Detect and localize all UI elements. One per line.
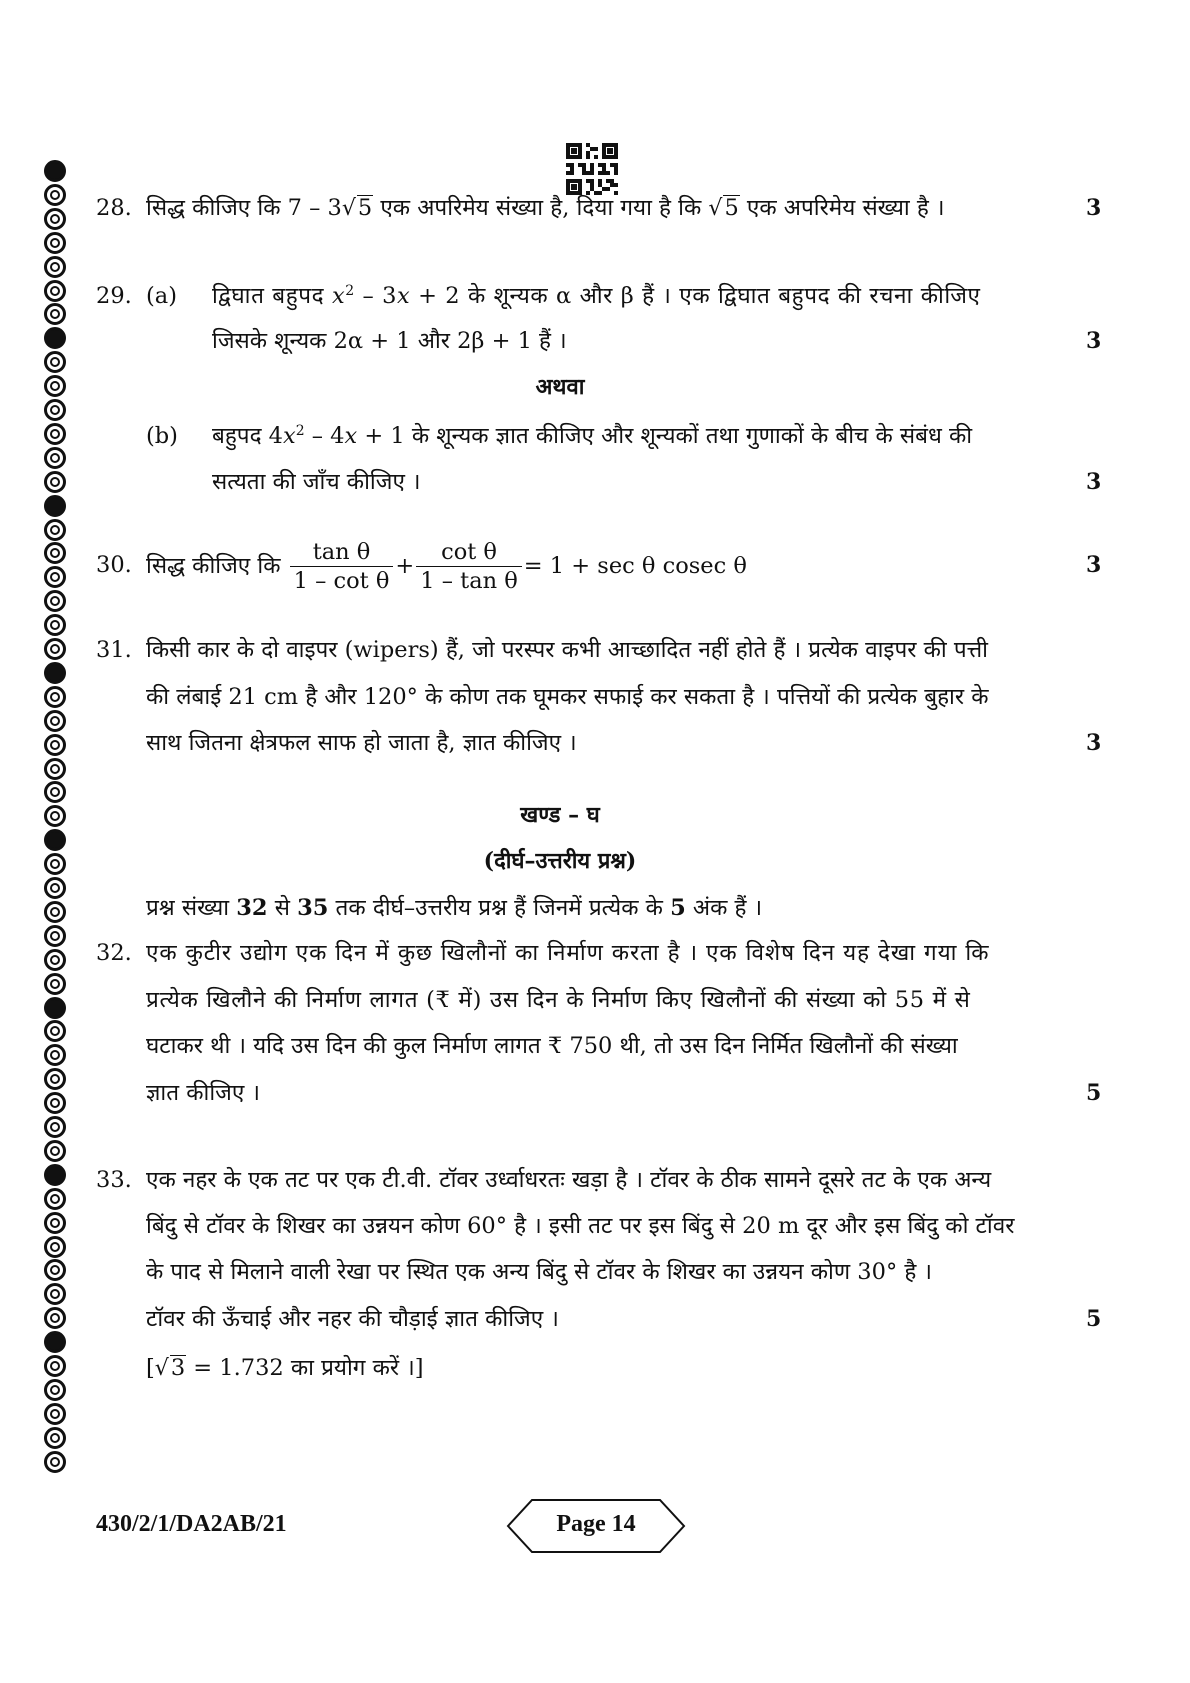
qr-code-icon	[566, 143, 618, 195]
filled-circle-icon	[44, 495, 66, 517]
instruction-number: 35	[297, 895, 329, 921]
concentric-circle-icon	[44, 1044, 66, 1066]
question-33-line-1: एक नहर के एक तट पर एक टी.वी. टॉवर उर्ध्वाधरतः खड़ा है । टॉवर के ठीक सामने दूसरे तट के एक अन्य	[146, 1167, 992, 1193]
concentric-circle-icon	[44, 686, 66, 708]
fraction-numerator: cot θ	[416, 538, 522, 567]
concentric-circle-icon	[44, 1307, 66, 1329]
question-number: 28.	[96, 195, 132, 221]
concentric-circle-icon	[44, 1283, 66, 1305]
instruction-text: तक दीर्घ–उत्तरीय प्रश्न हैं जिनमें प्रत्येक के	[328, 895, 671, 921]
exponent: 2	[295, 423, 305, 439]
question-33-line-4: टॉवर की ऊँचाई और नहर की चौड़ाई ज्ञात कीजिए ।	[146, 1306, 559, 1332]
question-29b-line-2: सत्यता की जाँच कीजिए ।	[212, 469, 421, 495]
concentric-circle-icon	[44, 973, 66, 995]
question-number: 30.	[96, 552, 132, 578]
concentric-circle-icon	[44, 1427, 66, 1449]
concentric-circle-icon	[44, 256, 66, 278]
filled-circle-icon	[44, 160, 66, 182]
marks-badge: 3	[1086, 552, 1102, 578]
concentric-circle-icon	[44, 1140, 66, 1162]
option-label: (a)	[146, 283, 177, 309]
instruction-text: से	[267, 895, 298, 921]
filled-circle-icon	[44, 997, 66, 1019]
q28-prefix: सिद्ध कीजिए कि 7 – 3	[146, 195, 342, 221]
question-32-line-3: घटाकर थी । यदि उस दिन की कुल निर्माण लागत ₹ 750 थी, तो उस दिन निर्मित खिलौनों की संख्या	[146, 1033, 958, 1059]
hint-text: = 1.732 का प्रयोग करें ।]	[186, 1355, 424, 1381]
question-29a-line-2: जिसके शून्यक 2α + 1 और 2β + 1 हैं ।	[212, 328, 567, 354]
q30-prefix: सिद्ध कीजिए कि	[146, 553, 281, 579]
concentric-circle-icon	[44, 208, 66, 230]
question-number: 29.	[96, 283, 132, 309]
fraction-denominator: 1 – tan θ	[420, 567, 518, 594]
concentric-circle-icon	[44, 351, 66, 373]
or-divider: अथवा	[535, 374, 585, 400]
radical-sign: √	[341, 196, 356, 221]
marks-badge: 5	[1086, 1306, 1102, 1332]
q29b-tail: + 1 के शून्यक ज्ञात कीजिए और शून्यकों तथा गुणाकों के बीच के संबंध की	[357, 423, 973, 449]
q30-rhs: = 1 + sec θ cosec θ	[523, 553, 747, 579]
option-label: (b)	[146, 423, 178, 449]
question-31-line-2: की लंबाई 21 cm है और 120° के कोण तक घूमकर सफाई कर सकता है । पत्तियों की प्रत्येक बुहार के	[146, 684, 989, 710]
concentric-circle-icon	[44, 758, 66, 780]
var-x: x	[344, 423, 358, 449]
question-number: 31.	[96, 637, 132, 663]
concentric-circle-icon	[44, 1355, 66, 1377]
var-x: x	[331, 283, 346, 309]
plus-sign: +	[395, 553, 415, 579]
concentric-circle-icon	[44, 471, 66, 493]
filled-circle-icon	[44, 327, 66, 349]
concentric-circle-icon	[44, 423, 66, 445]
concentric-circle-icon	[44, 1451, 66, 1473]
fraction-denominator: 1 – cot θ	[293, 567, 390, 594]
section-title: खण्ड – घ	[520, 802, 600, 828]
hint-bracket: [	[146, 1355, 155, 1381]
page-number-label: Page 14	[556, 1511, 636, 1537]
concentric-circle-icon	[44, 1212, 66, 1234]
concentric-circle-icon	[44, 1236, 66, 1258]
q28-suffix: एक अपरिमेय संख्या है ।	[739, 195, 945, 221]
concentric-circle-icon	[44, 184, 66, 206]
question-31-line-1: किसी कार के दो वाइपर (wipers) हैं, जो परस्पर कभी आच्छादित नहीं होते हैं । प्रत्येक वाइपर की पत्ती	[146, 637, 989, 663]
var-x: x	[397, 283, 411, 309]
filled-circle-icon	[44, 662, 66, 684]
section-subtitle: (दीर्घ–उत्तरीय प्रश्न)	[483, 848, 637, 874]
question-33-line-2: बिंदु से टॉवर के शिखर का उन्नयन कोण 60° है । इसी तट पर इस बिंदु से 20 m दूर और इस बिंदु को टॉवर	[146, 1213, 1015, 1239]
concentric-circle-icon	[44, 1379, 66, 1401]
concentric-circle-icon	[44, 877, 66, 899]
q29a-tail: + 2 के शून्यक α और β हैं । एक द्विघात बहुपद की रचना कीजिए	[410, 283, 981, 309]
question-29a-line-1	[212, 281, 981, 311]
concentric-circle-icon	[44, 1259, 66, 1281]
concentric-circle-icon	[44, 1403, 66, 1425]
concentric-circle-icon	[44, 447, 66, 469]
concentric-circle-icon	[44, 280, 66, 302]
instruction-number: 5	[670, 895, 686, 921]
question-33-line-3: के पाद से मिलाने वाली रेखा पर स्थित एक अन्य बिंदु से टॉवर के शिखर का उन्नयन कोण 30° है ।	[146, 1259, 932, 1285]
concentric-circle-icon	[44, 901, 66, 923]
q28-radicand-2: 5	[724, 195, 739, 221]
radical-sign: √	[154, 1356, 169, 1381]
question-29b-line-1	[212, 421, 972, 451]
q29a-pre: द्विघात बहुपद	[212, 283, 332, 309]
question-number: 33.	[96, 1167, 132, 1193]
fraction-cot	[416, 538, 522, 595]
concentric-circle-icon	[44, 710, 66, 732]
radical-sign: √	[708, 196, 723, 221]
instruction-text: अंक हैं ।	[685, 895, 763, 921]
concentric-circle-icon	[44, 1188, 66, 1210]
var-x: x	[283, 423, 296, 449]
q28-radicand-1: 5	[357, 195, 373, 221]
marks-badge: 3	[1086, 328, 1102, 354]
marks-badge: 3	[1086, 730, 1102, 756]
filled-circle-icon	[44, 1164, 66, 1186]
concentric-circle-icon	[44, 925, 66, 947]
concentric-circle-icon	[44, 566, 66, 588]
concentric-circle-icon	[44, 519, 66, 541]
instruction-text: प्रश्न संख्या	[146, 895, 237, 921]
question-number: 32.	[96, 940, 132, 966]
fraction-tan	[290, 538, 394, 595]
question-30-text	[146, 535, 747, 597]
question-32-line-2: प्रत्येक खिलौने की निर्माण लागत (₹ में) उस दिन के निर्माण किए खिलौनों की संख्या को 55 में से	[146, 987, 971, 1013]
page-number-badge	[506, 1497, 686, 1555]
q29a-expr: – 3	[354, 283, 398, 309]
concentric-circle-icon	[44, 1020, 66, 1042]
question-33-hint	[146, 1353, 424, 1384]
concentric-circle-icon	[44, 399, 66, 421]
concentric-circle-icon	[44, 1068, 66, 1090]
q28-mid: एक अपरिमेय संख्या है, दिया गया है कि	[373, 195, 709, 221]
fraction-numerator: tan θ	[290, 538, 394, 567]
question-32-line-4: ज्ञात कीजिए ।	[146, 1080, 260, 1106]
marks-badge: 3	[1086, 469, 1102, 495]
q29b-pre: बहुपद 4	[212, 423, 283, 449]
marks-badge: 5	[1086, 1080, 1102, 1106]
question-31-line-3: साथ जितना क्षेत्रफल साफ हो जाता है, ज्ञात कीजिए ।	[146, 730, 577, 756]
marks-badge: 3	[1086, 195, 1102, 221]
concentric-circle-icon	[44, 638, 66, 660]
question-32-line-1: एक कुटीर उद्योग एक दिन में कुछ खिलौनों का निर्माण करता है । एक विशेष दिन यह देखा गया कि	[146, 940, 990, 966]
exponent: 2	[345, 283, 355, 299]
concentric-circle-icon	[44, 303, 66, 325]
hint-radicand: 3	[170, 1355, 186, 1381]
filled-circle-icon	[44, 1331, 66, 1353]
concentric-circle-icon	[44, 1116, 66, 1138]
paper-code: 430/2/1/DA2AB/21	[96, 1511, 287, 1537]
concentric-circle-icon	[44, 734, 66, 756]
concentric-circle-icon	[44, 232, 66, 254]
concentric-circle-icon	[44, 949, 66, 971]
concentric-circle-icon	[44, 542, 66, 564]
concentric-circle-icon	[44, 1092, 66, 1114]
section-instruction	[146, 893, 762, 923]
concentric-circle-icon	[44, 614, 66, 636]
q29b-mid: – 4	[304, 423, 345, 449]
concentric-circle-icon	[44, 590, 66, 612]
question-28-text	[146, 193, 944, 224]
instruction-number: 32	[236, 895, 268, 921]
